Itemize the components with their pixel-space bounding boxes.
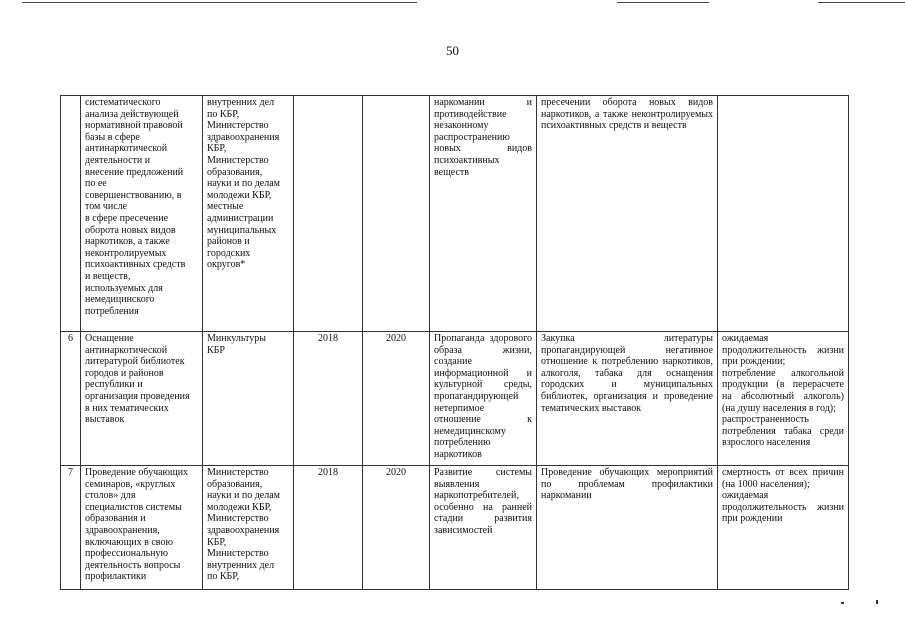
executor-cell: внутренних дел по КБР, Министерство здравоохранения КБР, Министерство образования, науки и по делам молодежи КБР, местные администрации муниципальных районов и городских округов*	[203, 96, 294, 332]
top-rule-middle	[617, 2, 709, 3]
end-year-cell: 2020	[363, 332, 430, 466]
goal-cell: наркомании и противодействие незаконному распространению новых видов психоактивных веществ	[430, 96, 537, 332]
indicator-cell	[718, 96, 849, 332]
executor-cell: Минкультуры КБР	[203, 332, 294, 466]
top-rule-left	[22, 2, 417, 3]
result-cell: Проведение обучающих мероприятий по проблемам профилактики наркомании	[537, 466, 718, 590]
scan-mark	[876, 600, 878, 604]
page-number: 50	[446, 43, 459, 58]
start-year-cell: 2018	[294, 466, 363, 590]
indicator-cell: смертность от всех причин (на 1000 населения); ожидаемая продолжительность жизни при рождении	[718, 466, 849, 590]
table-row	[61, 466, 849, 590]
result-cell: пресечении оборота новых видов наркотиков, а также неконтролируемых психоактивных средств и веществ	[537, 96, 718, 332]
measure-cell: Проведение обучающих семинаров, «круглых столов» для специалистов системы образования и здравоохранения, включающих в свою профессиональную деятельность вопросы профилактики	[81, 466, 203, 590]
start-year-cell	[294, 96, 363, 332]
start-year-cell: 2018	[294, 332, 363, 466]
top-rule-right	[818, 2, 905, 3]
row-number	[61, 96, 81, 332]
scan-mark	[841, 602, 844, 604]
row-number: 6	[61, 332, 81, 466]
measure-cell: систематического анализа действующей нормативной правовой базы в сфере антинаркотической деятельности и внесение предложений по ее совершенствованию, в том числе в сфере пресечение оборота новых видов наркотиков, а также неконтролируемых психоактивных средств и веществ, используемых для немедицинского потребления	[81, 96, 203, 332]
row-number: 7	[61, 466, 81, 590]
goal-cell: Пропаганда здорового образа жизни, создание информационной и культурной среды, пропагандирующей нетерпимое отношение к немедицинскому потреблению наркотиков	[430, 332, 537, 466]
executor-cell: Министерство образования, науки и по делам молодежи КБР, Министерство здравоохранения КБР, Министерство внутренних дел по КБР,	[203, 466, 294, 590]
end-year-cell	[363, 96, 430, 332]
indicator-cell: ожидаемая продолжительность жизни при рождении; потребление алкогольной продукции (в перерасчете на абсолютный алкоголь) (на душу населения в год); распространенность потребления табака среди взрослого населения	[718, 332, 849, 466]
measures-table	[60, 95, 849, 590]
goal-cell: Развитие системы выявления наркопотребителей, особенно на ранней стадии развития зависимостей	[430, 466, 537, 590]
measure-cell: Оснащение антинаркотической литературой библиотек городов и районов республики и организация проведения в них тематических выставок	[81, 332, 203, 466]
end-year-cell: 2020	[363, 466, 430, 590]
result-cell: Закупка литературы пропагандирующей негативное отношение к потреблению наркотиков, алкоголя, табака для оснащения городских и муниципальных библиотек, организация и проведение тематических выставок	[537, 332, 718, 466]
table-row	[61, 96, 849, 332]
table-row	[61, 332, 849, 466]
